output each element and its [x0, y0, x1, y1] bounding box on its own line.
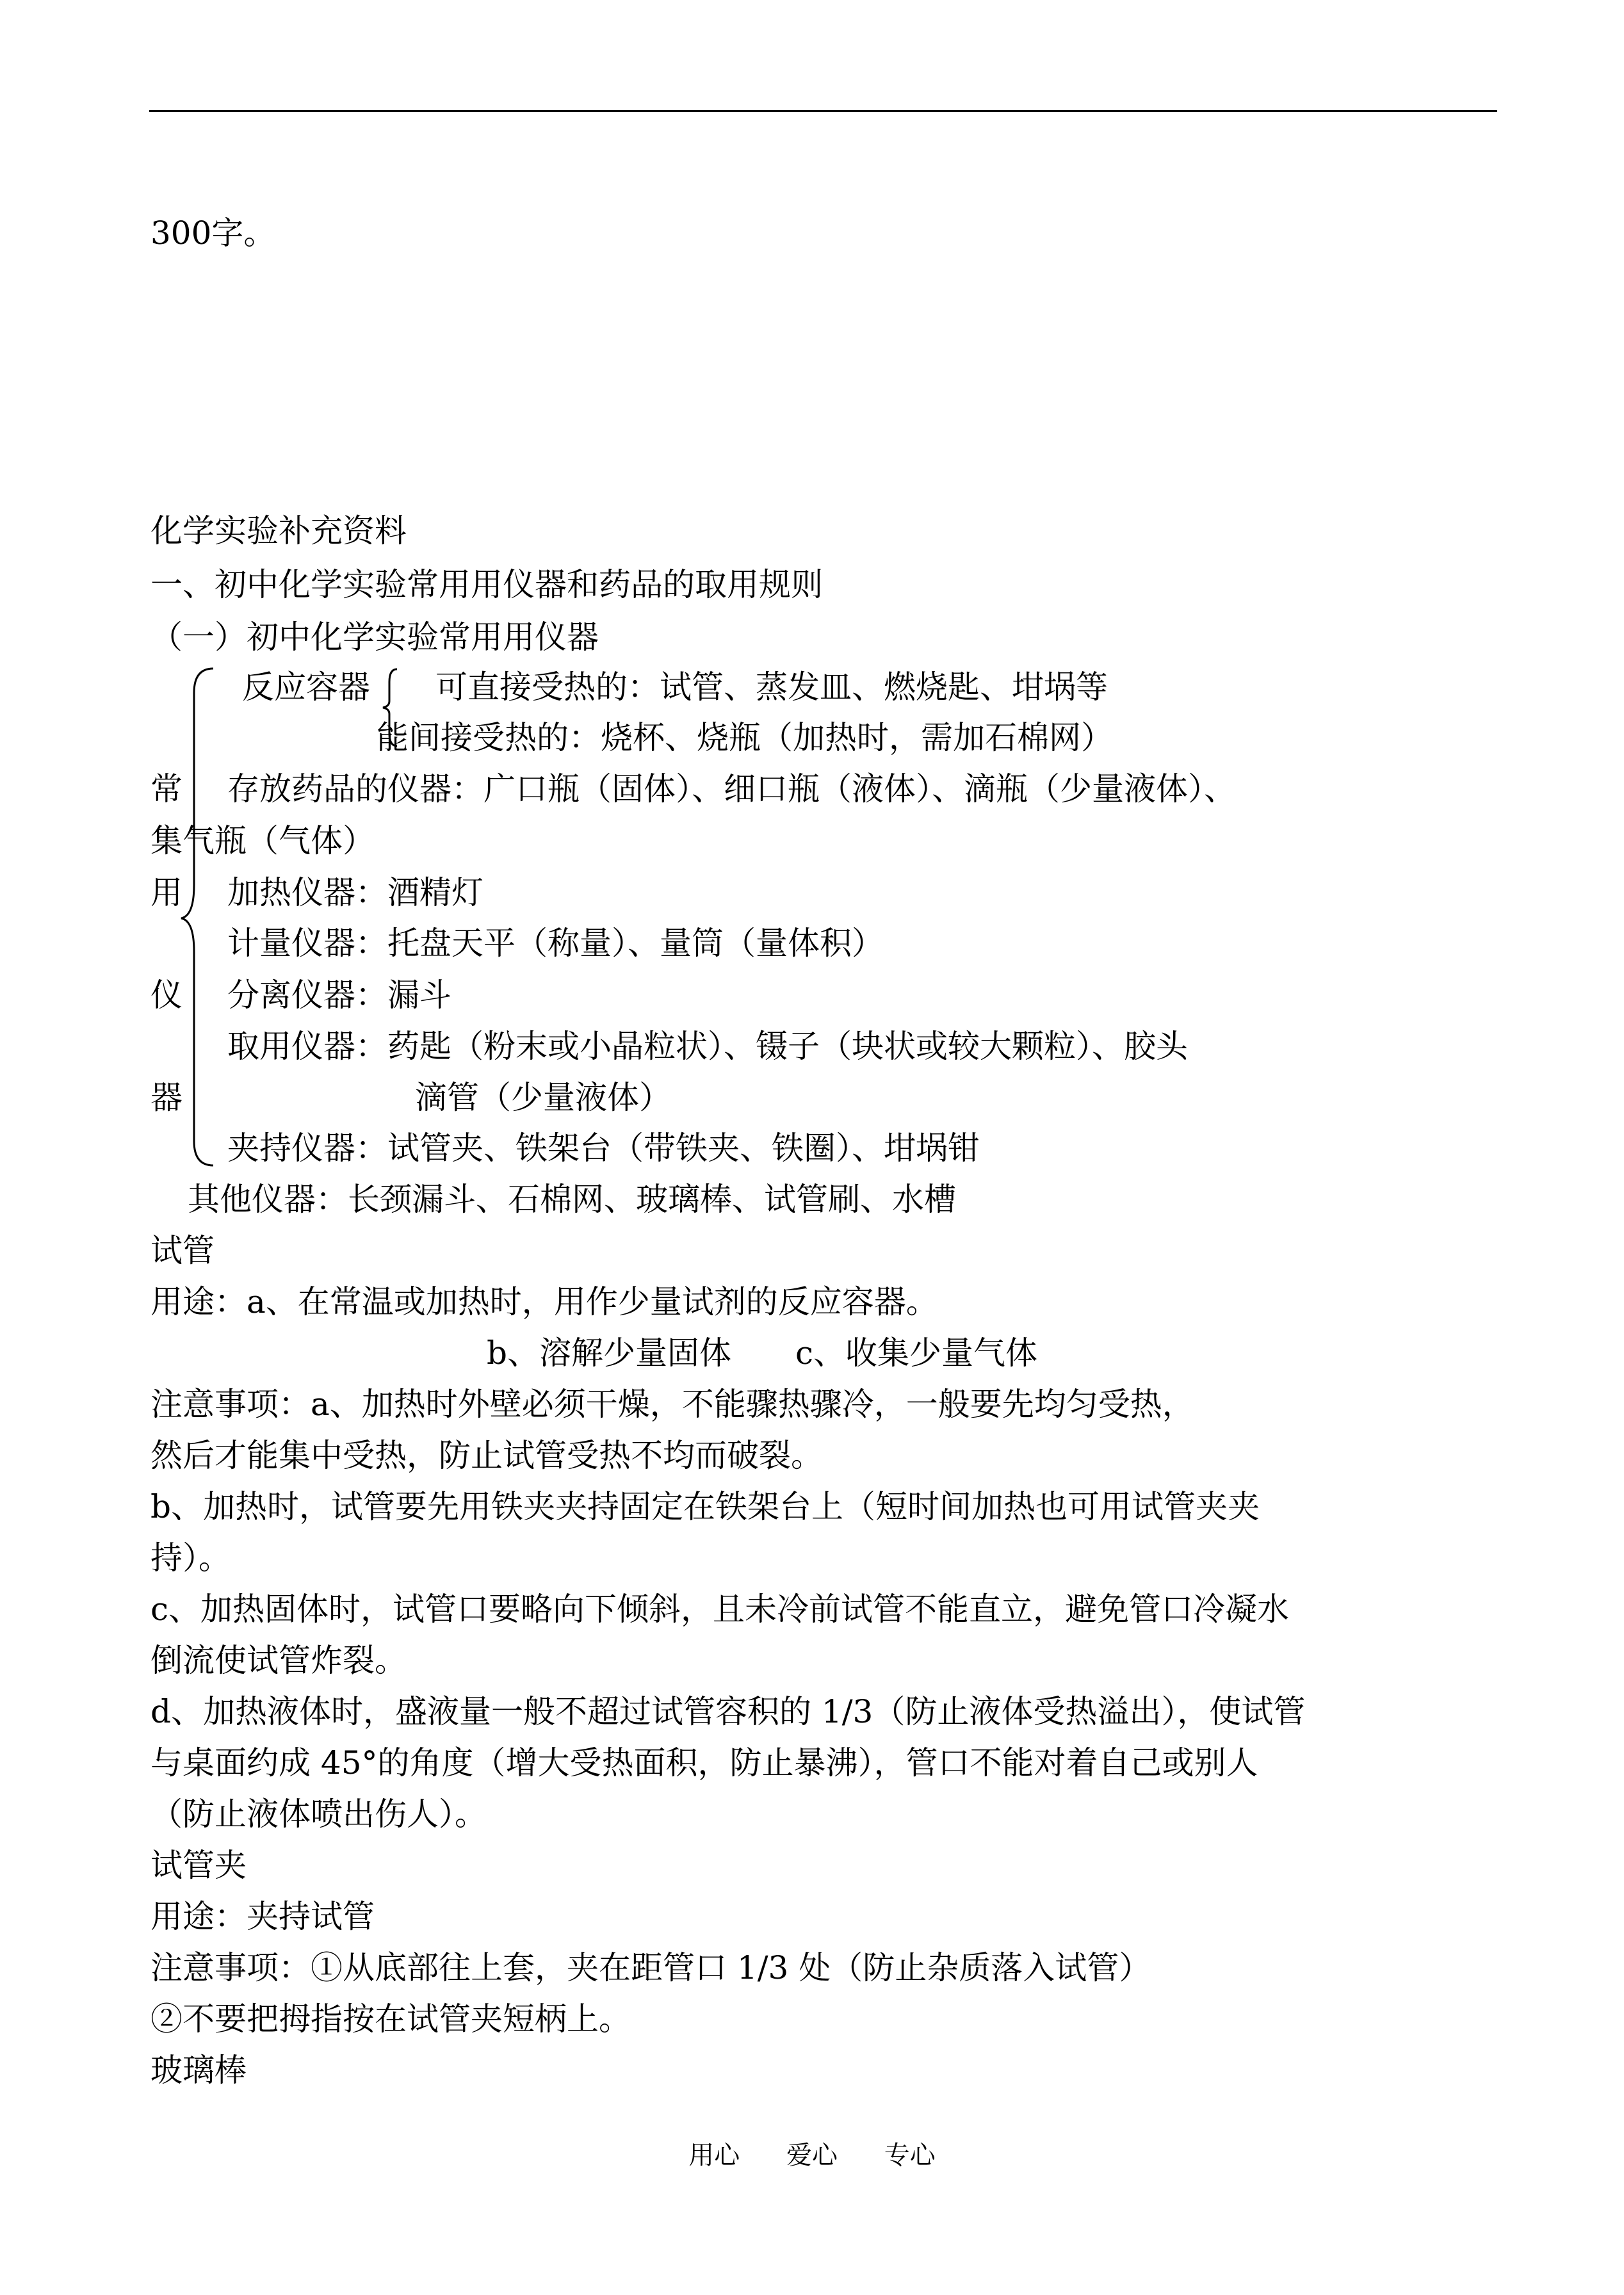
use-bc: b、溶解少量固体 c、收集少量气体 — [487, 1334, 1038, 1372]
note-b1: b、加热时，试管要先用铁夹夹持固定在铁架台上（短时间加热也可用试管夹夹 — [150, 1488, 1260, 1525]
left-brace — [178, 667, 216, 1167]
holder-note2: ②不要把拇指按在试管夹短柄上。 — [150, 2000, 631, 2038]
clamping-line: 夹持仪器：试管夹、铁架台（带铁夹、铁圈）、坩埚钳 — [227, 1130, 980, 1167]
other-line: 其他仪器：长颈漏斗、石棉网、玻璃棒、试管刷、水槽 — [188, 1181, 956, 1218]
vertical-char-2: 用 — [150, 874, 183, 911]
separation-line: 分离仪器：漏斗 — [227, 977, 451, 1014]
use-a: 用途：a、在常温或加热时，用作少量试剂的反应容器。 — [150, 1283, 938, 1320]
top-fragment: 300字。 — [150, 215, 276, 252]
vertical-char-4: 器 — [150, 1079, 183, 1116]
storage-cont: 集气瓶（气体） — [150, 822, 375, 859]
subsection-heading: （一）初中化学实验常用用仪器 — [150, 619, 599, 656]
glass-rod-heading: 玻璃棒 — [150, 2052, 247, 2089]
section-heading: 一、初中化学实验常用用仪器和药品的取用规则 — [150, 566, 823, 603]
note-d2: 与桌面约成 45°的角度（增大受热面积，防止暴沸），管口不能对着自己或别人 — [150, 1744, 1258, 1781]
footer-word-1: 用心 — [688, 2141, 740, 2170]
note-a1: 注意事项：a、加热时外壁必须干燥，不能骤热骤冷，一般要先均匀受热， — [150, 1386, 1194, 1423]
measuring-line: 计量仪器：托盘天平（称量）、量筒（量体积） — [227, 925, 884, 962]
holder-use: 用途：夹持试管 — [150, 1898, 375, 1935]
vertical-char-1: 常 — [150, 770, 183, 807]
holder-note1: 注意事项：①从底部往上套，夹在距管口 1/3 处（防止杂质落入试管） — [150, 1949, 1151, 1986]
taking-line: 取用仪器：药匙（粉末或小晶粒状）、镊子（块状或较大颗粒）、胶头 — [227, 1028, 1188, 1065]
note-d1: d、加热液体时，盛液量一般不超过试管容积的 1/3（防止液体受热溢出），使试管 — [150, 1693, 1306, 1730]
page-footer — [0, 2139, 1624, 2171]
heating-line: 加热仪器：酒精灯 — [227, 874, 483, 911]
storage-line: 存放药品的仪器：广口瓶（固体）、细口瓶（液体）、滴瓶（少量液体）、 — [227, 770, 1236, 807]
taking-cont: 滴管（少量液体） — [415, 1079, 671, 1116]
reaction-indirect: 能间接受热的：烧杯、烧瓶（加热时，需加石棉网） — [377, 719, 1113, 756]
note-a2: 然后才能集中受热，防止试管受热不均而破裂。 — [150, 1437, 823, 1474]
test-tube-heading: 试管 — [150, 1232, 215, 1269]
footer-word-2: 爱心 — [786, 2141, 838, 2170]
vertical-char-3: 仪 — [150, 977, 183, 1014]
note-c1: c、加热固体时，试管口要略向下倾斜，且未冷前试管不能直立，避免管口冷凝水 — [150, 1591, 1290, 1628]
footer-word-3: 专心 — [884, 2141, 936, 2170]
reaction-direct: 可直接受热的：试管、蒸发皿、燃烧匙、坩埚等 — [435, 669, 1108, 706]
reaction-label: 反应容器 — [242, 669, 370, 706]
doc-title: 化学实验补充资料 — [150, 512, 407, 549]
note-c2: 倒流使试管炸裂。 — [150, 1642, 407, 1679]
holder-heading: 试管夹 — [150, 1847, 247, 1884]
note-b2: 持）。 — [150, 1539, 231, 1577]
note-d3: （防止液体喷出伤人）。 — [150, 1796, 487, 1833]
header-rule — [149, 110, 1497, 112]
